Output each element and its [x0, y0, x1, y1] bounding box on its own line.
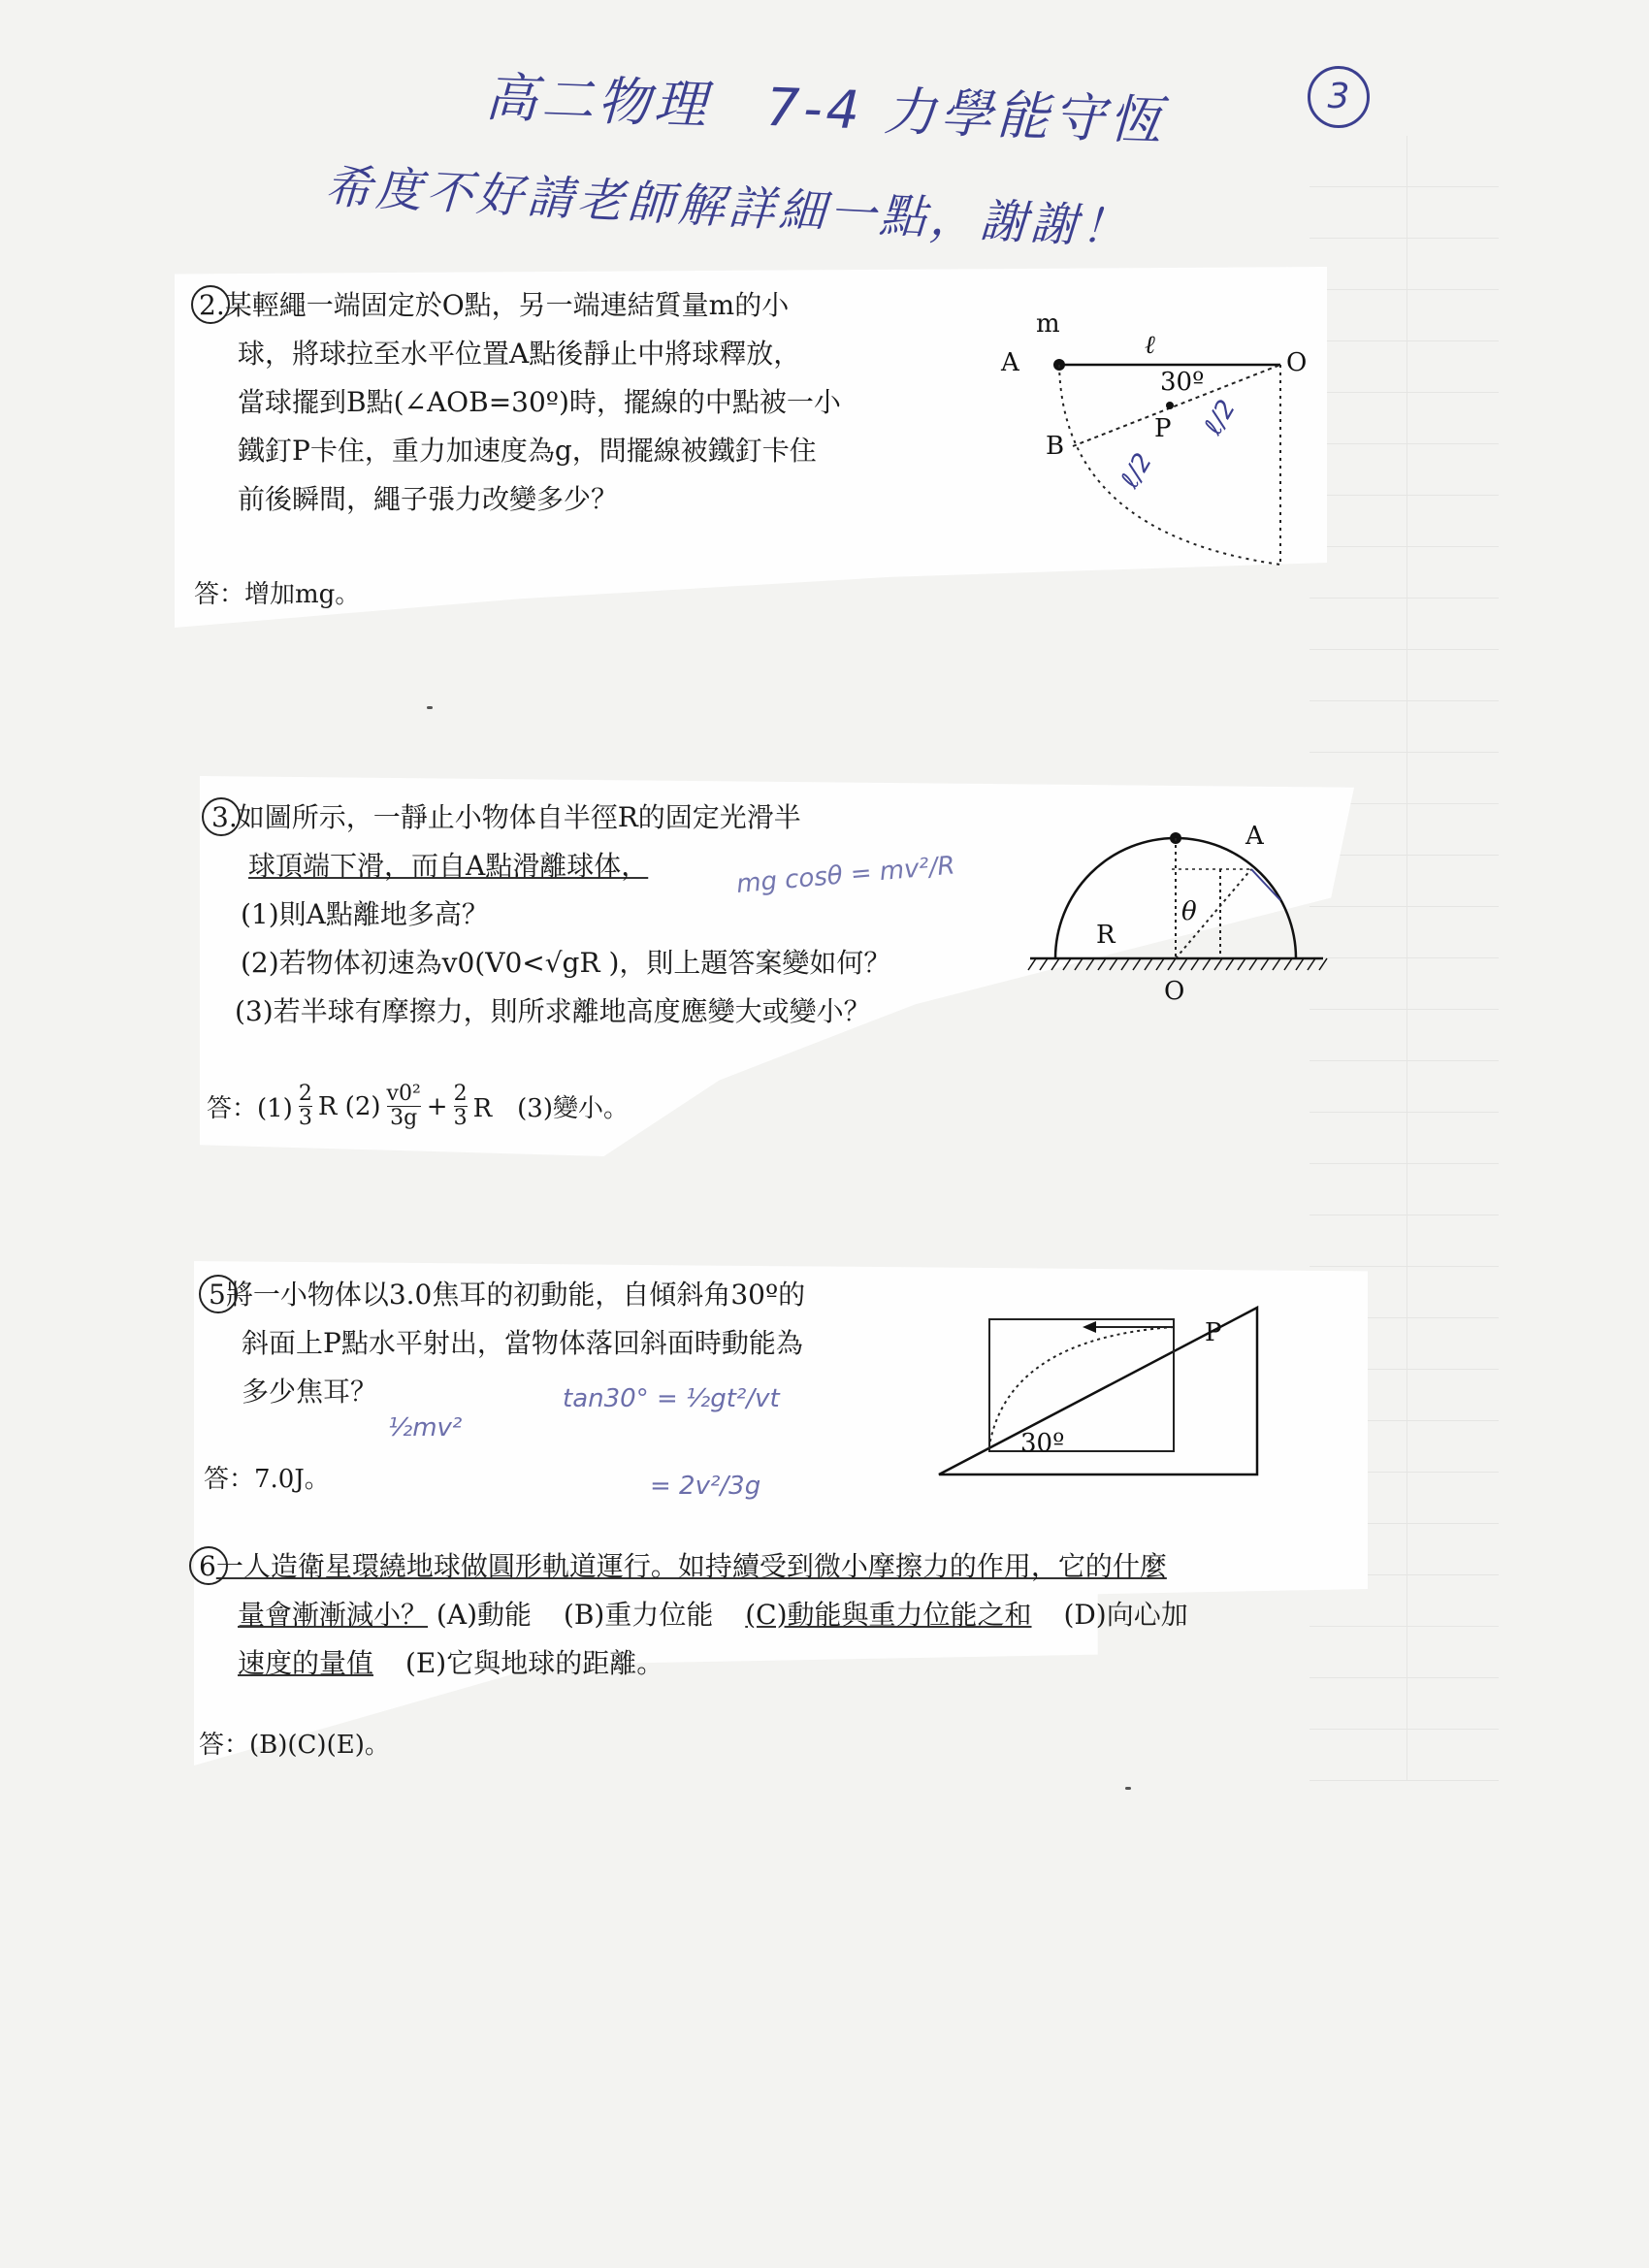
- question-number: 5: [209, 1271, 226, 1319]
- label-theta: θ: [1181, 897, 1197, 926]
- question-line: 球頂端下滑，而自A點滑離球体，: [248, 850, 649, 882]
- question-line: (2)若物体初速為v0(V0<√gR )，則上題答案變如何？: [241, 947, 891, 979]
- hand-circle-icon: [191, 285, 230, 324]
- handwritten-equation: = 2v²/3g: [650, 1472, 761, 1501]
- question-line: (1)則A點離地多高？: [241, 898, 489, 930]
- option-c: (C)動能與重力位能之和: [745, 1599, 1032, 1631]
- question-line: 多少焦耳？: [242, 1376, 378, 1408]
- fraction: $\frac{2}{3}$: [298, 1082, 312, 1130]
- handwritten-equation: ½mv²: [388, 1413, 463, 1442]
- question-line: 6一人造衛星環繞地球做圓形軌道運行。如持續受到微小摩擦力的作用，它的什麼: [199, 1542, 1212, 1591]
- hand-circle-icon: [199, 1275, 238, 1313]
- handwritten-l-half: ℓ/2: [1116, 448, 1159, 494]
- fraction: $\frac{2}{3}$: [453, 1082, 468, 1130]
- label-O: O: [1164, 977, 1185, 1006]
- question-number: 6: [199, 1542, 216, 1591]
- label-angle: 30º: [1020, 1429, 1065, 1458]
- label-B: B: [1046, 432, 1065, 461]
- question-line: 當球擺到B點(∠AOB=30º)時，擺線的中點被一小: [238, 386, 841, 418]
- question-2: [199, 281, 841, 524]
- question-line: 速度的量值 (E)它與地球的距離。: [238, 1647, 664, 1679]
- question-line: 3.如圖所示，一靜止小物体自半徑R的固定光滑半: [211, 794, 890, 842]
- answer-2: 答：增加mg。: [194, 580, 361, 609]
- label-l: ℓ: [1145, 331, 1155, 360]
- handwritten-work-5: [388, 1368, 912, 1523]
- option-b: (B)重力位能: [563, 1599, 714, 1631]
- label-angle: 30º: [1160, 368, 1205, 397]
- question-line: 斜面上P點水平射出，當物体落回斜面時動能為: [242, 1327, 803, 1359]
- handwritten-l-half: ℓ/2: [1199, 395, 1243, 440]
- question-line: 2.某輕繩一端固定於O點，另一端連結質量m的小: [199, 281, 841, 330]
- incline-diagram: [931, 1300, 1261, 1484]
- option-e: (E)它與地球的距離。: [404, 1647, 664, 1679]
- handwritten-page-number: 3: [1308, 66, 1370, 128]
- handwritten-equation: mg cosθ = mv²/R: [734, 851, 956, 899]
- handwritten-title: 高二物理 7-4 力學能守恆: [483, 66, 1167, 152]
- option-d: (D)向心加: [1063, 1599, 1188, 1631]
- label-A: A: [1245, 822, 1264, 851]
- question-line: 球，將球拉至水平位置A點後靜止中將球釋放，: [238, 338, 801, 370]
- label-P: P: [1154, 414, 1172, 443]
- question-line: 鐵釘P卡住，重力加速度為g，問擺線被鐵釘卡住: [238, 435, 817, 467]
- question-line: 前後瞬間，繩子張力改變多少？: [238, 483, 619, 515]
- question-number: 3.: [211, 794, 238, 842]
- option-a: (A)動能: [436, 1599, 532, 1631]
- handwritten-work-3: [734, 851, 1028, 931]
- scan-speck: [1125, 1787, 1131, 1790]
- question-number: 2.: [199, 281, 225, 330]
- hand-circle-icon: [202, 797, 241, 836]
- label-A: A: [1001, 348, 1019, 377]
- pendulum-diagram: [989, 291, 1319, 582]
- label-P: P: [1205, 1318, 1222, 1347]
- answer-5: 答：7.0J。: [204, 1465, 330, 1494]
- hemisphere-diagram: [1026, 815, 1337, 1009]
- question-line: 5將一小物体以3.0焦耳的初動能，自傾斜角30º的: [209, 1271, 805, 1319]
- answer-3: 答：(1) $\frac{2}{3}$ R (2) $\frac{\text{v0²}}{3g}$ + $\frac{2}{3}$ R (3)變小。: [207, 1082, 629, 1130]
- fraction: $\frac{\text{v0²}}{3g}$: [386, 1082, 421, 1130]
- label-O: O: [1286, 348, 1308, 377]
- question-line: 量會漸漸減小？ (A)動能 (B)重力位能 (C)動能與重力位能之和 (D)向心加: [238, 1599, 1188, 1631]
- question-6: [199, 1542, 1212, 1688]
- label-m: m: [1036, 309, 1060, 339]
- handwritten-equation: tan30° = ½gt²/vt: [563, 1384, 780, 1413]
- scan-speck: [427, 706, 433, 709]
- label-R: R: [1096, 921, 1116, 950]
- hand-circle-icon: [189, 1546, 228, 1585]
- answer-6: 答：(B)(C)(E)。: [199, 1731, 390, 1760]
- handwritten-note: 希度不好請老師解詳細一點，謝謝！: [323, 159, 1133, 256]
- question-line: (3)若半球有摩擦力，則所求離地高度應變大或變小？: [235, 995, 871, 1027]
